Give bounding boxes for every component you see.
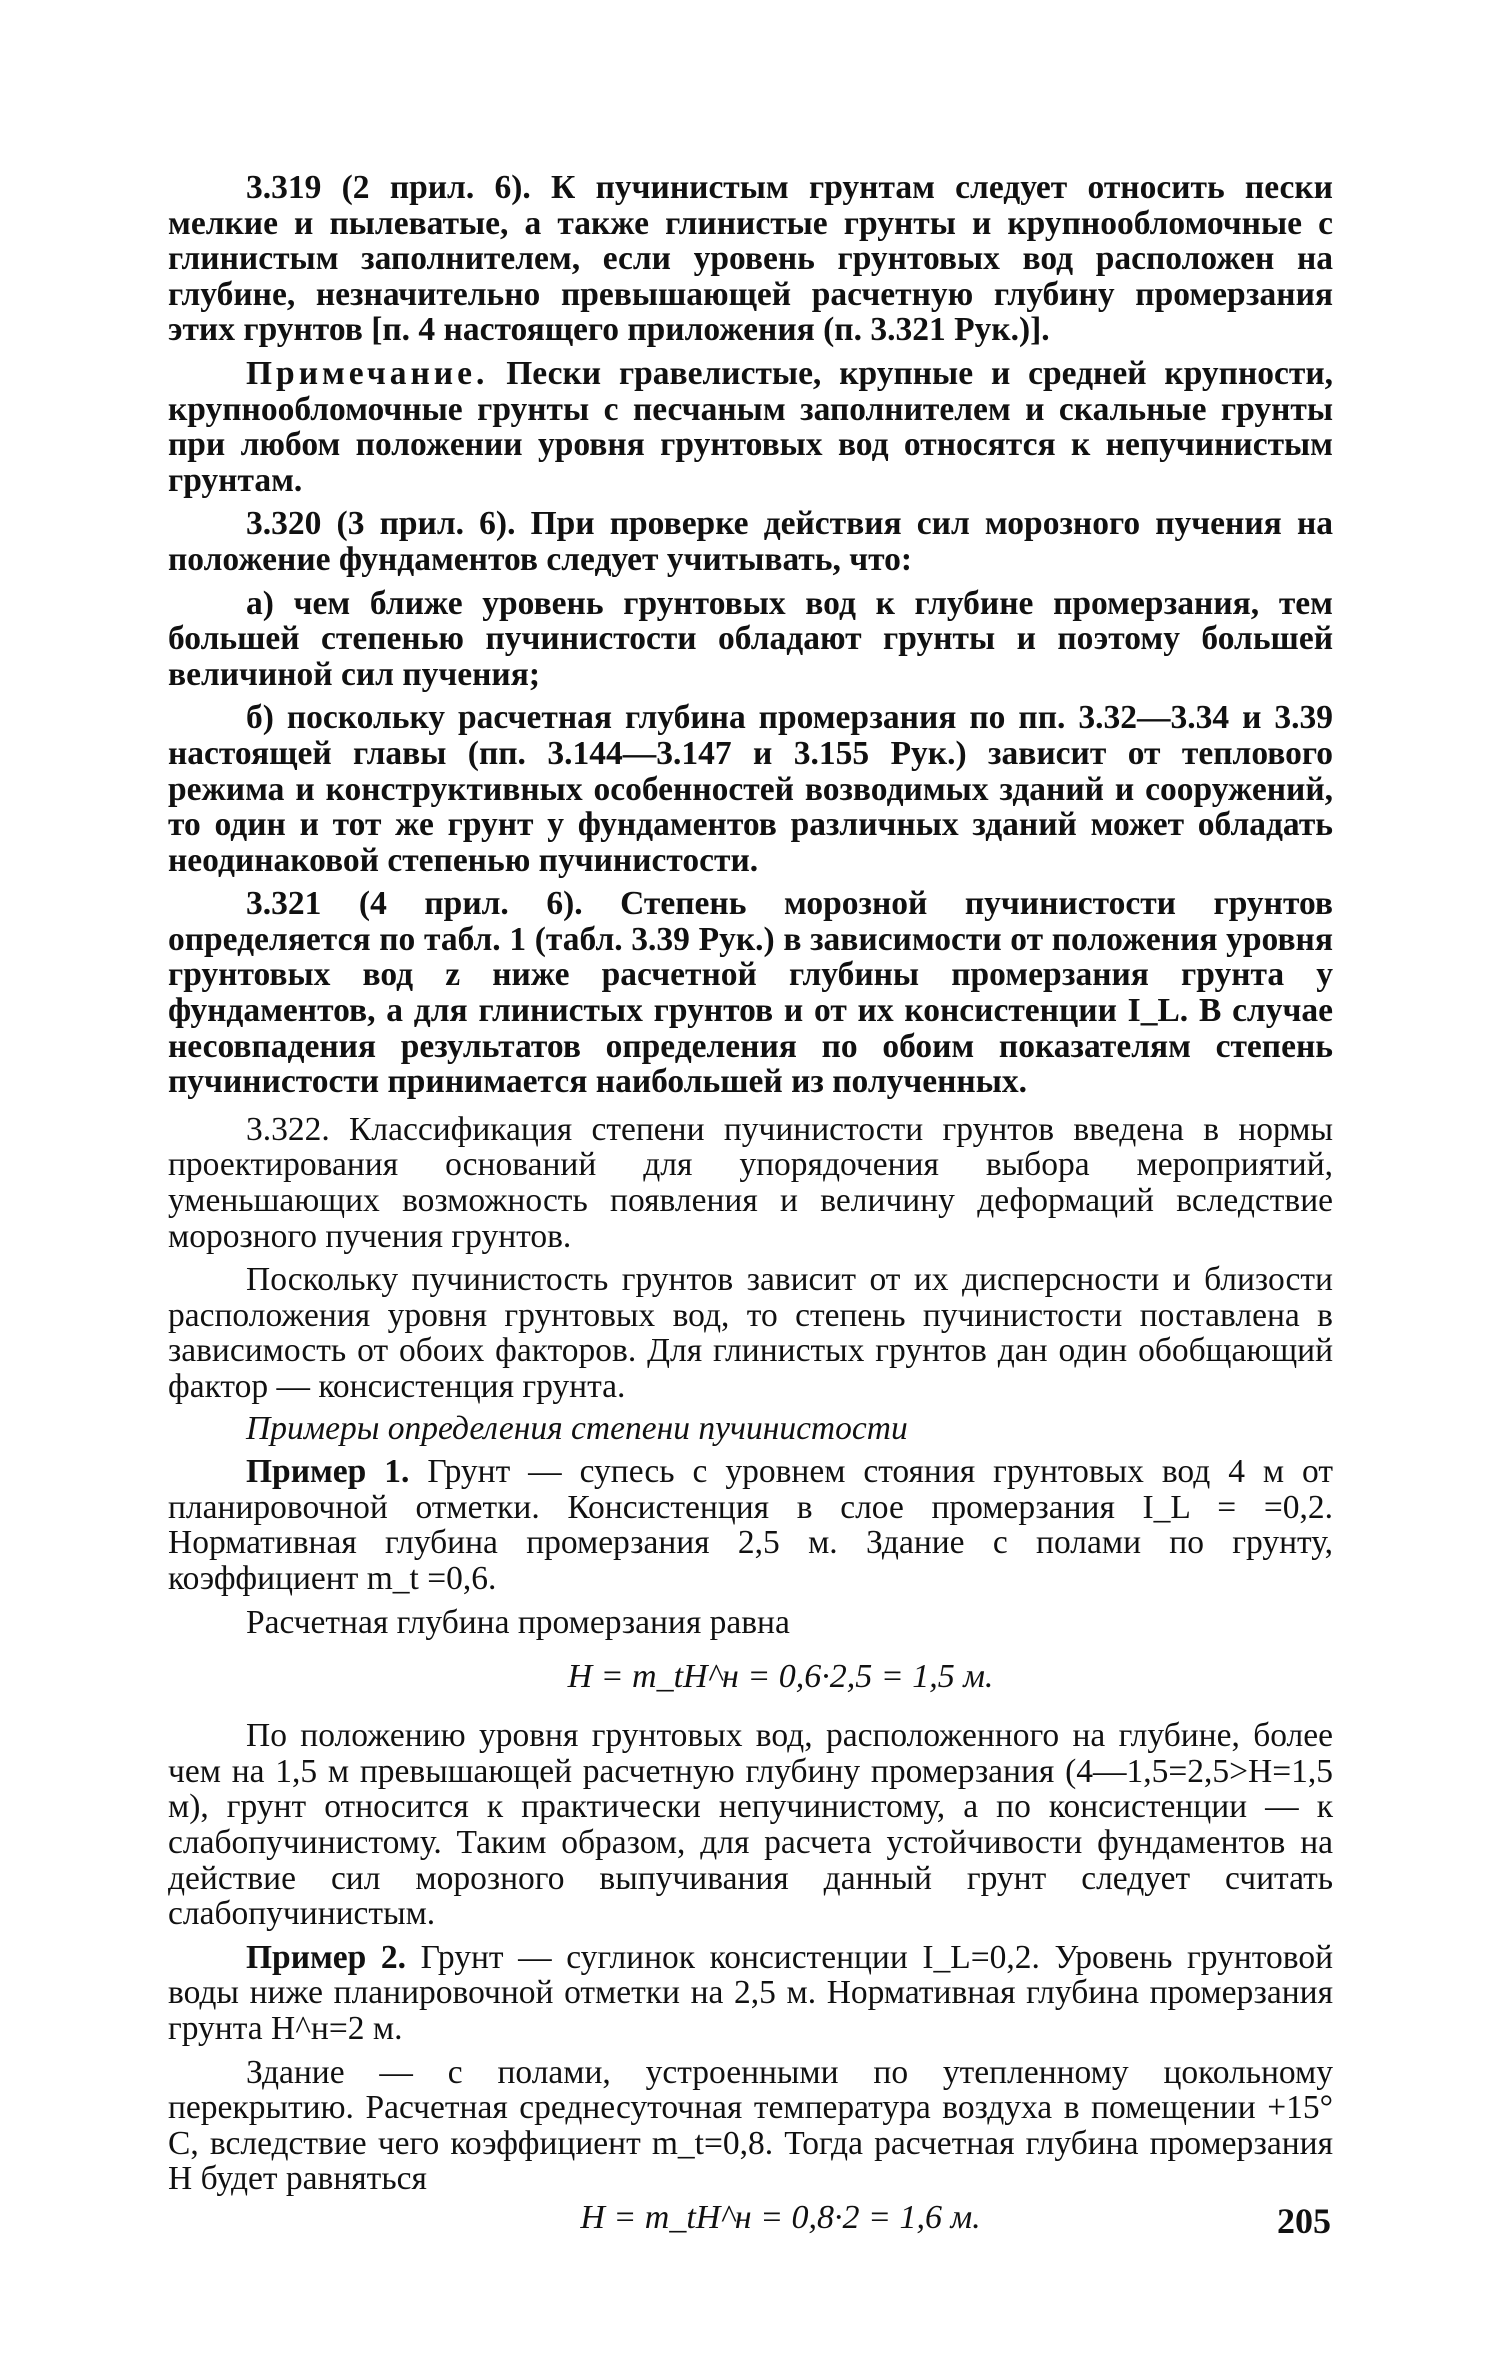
example-1-label: Пример 1. [246,1453,410,1491]
page-number: 205 [1277,2201,1331,2241]
paragraph-3-319: 3.319 (2 прил. 6). К пучинистым грунтам следует относить пески мелкие и пылеватые, а также глинистые грунты и крупнообломочные с глинистым заполнителем, если уровень грунтовых вод расположен на глубине, незначительно превышающей расчетную глубину промерзания этих грунтов [п. 4 настоящего приложения (п. 3.321 Рук.)]. [168,169,1333,349]
paragraph-example-1-conclusion: По положению уровня грунтовых вод, расположенного на глубине, более чем на 1,5 м превышающей расчетную глубину промерзания (4—1,5=2,5>H=1,5 м), грунт относится к практически непучинистому, а по консистенции — к слабопучинистому. Таким образом, для расчета устойчивости фундаментов на действие сил морозного выпучивания данный грунт следует считать слабопучинистым. [168,1717,1333,1933]
example-2-text: Грунт — суглинок консистенции I_L=0,2. Уровень грунтовой воды ниже планировочной отметки на 2,5 м. Нормативная глубина промерзания грунта H^н=2 м. [168,1938,1334,2047]
formula-2: H = m_tH^н = 0,8·2 = 1,6 м. [580,2198,981,2236]
examples-heading: Примеры определения степени пучинистости [246,1409,908,1447]
paragraph-3-322: 3.322. Классификация степени пучинистости грунтов введена в нормы проектирования оснований для упорядочения выбора мероприятий, уменьшающих возможность появления и величину деформаций вследствие морозного пучения грунтов. [168,1110,1333,1255]
paragraph-building: Здание — с полами, устроенными по утепленному цокольному перекрытию. Расчетная среднесуточная температура воздуха в помещении +15° С, вследствие чего коэффициент m_t=0,8. Тогда расчетная глубина промерзания H будет равняться [168,2053,1333,2198]
note-paragraph [168,356,1333,498]
paragraph-3-320-a: а) чем ближе уровень грунтовых вод к глубине промерзания, тем большей степенью пучинистости обладают грунты и поэтому большей величиной сил пучения; [168,584,1333,693]
example-2-paragraph [168,1940,1333,2047]
paragraph-3-320-b: б) поскольку расчетная глубина промерзания по пп. 3.32—3.34 и 3.39 настоящей главы (пп. 3.144—3.147 и 3.155 Рук.) зависит от теплового режима и конструктивных особенностей возводимых зданий и сооружений, то один и тот же грунт у фундаментов различных зданий может обладать неодинаковой степенью пучинистости. [168,699,1333,879]
paragraph-3-321: 3.321 (4 прил. 6). Степень морозной пучинистости грунтов определяется по табл. 1 (табл. 3.39 Рук.) в зависимости от положения уровня грунтовых вод z ниже расчетной глубины промерзания грунта у фундаментов, а для глинистых грунтов и от их консистенции I_L. В случае несовпадения результатов определения по обоим показателям степень пучинистости принимается наибольшей из полученных. [168,885,1333,1101]
example-1-calc-intro: Расчетная глубина промерзания равна [246,1603,790,1641]
paragraph-3-320: 3.320 (3 прил. 6). При проверке действия сил морозного пучения на положение фундаментов следует учитывать, что: [168,505,1333,578]
note-label: Примечание. [246,354,489,392]
example-2-label: Пример 2. [246,1938,407,1976]
example-1-text: Грунт — супесь с уровнем стояния грунтовых вод 4 м от планировочной отметки. Консистенция в слое промерзания I_L = =0,2. Нормативная глубина промерзания 2,5 м. Здание с полами по грунту, коэффициент m_t =0,6. [168,1453,1333,1597]
paragraph-factors: Поскольку пучинистость грунтов зависит от их дисперсности и близости расположения уровня грунтовых вод, то степень пучинистости поставлена в зависимость от обоих факторов. Для глинистых грунтов дан один обобщающий фактор — консистенция грунта. [168,1261,1333,1405]
example-1-paragraph [168,1454,1333,1596]
note-text: Пески гравелистые, крупные и средней крупности, крупнообломочные грунты с песчаным заполнителем и скальные грунты при любом положении уровня грунтовых вод относятся к непучинистым грунтам. [168,354,1333,499]
formula-1: H = m_tH^н = 0,6·2,5 = 1,5 м. [567,1658,994,1696]
